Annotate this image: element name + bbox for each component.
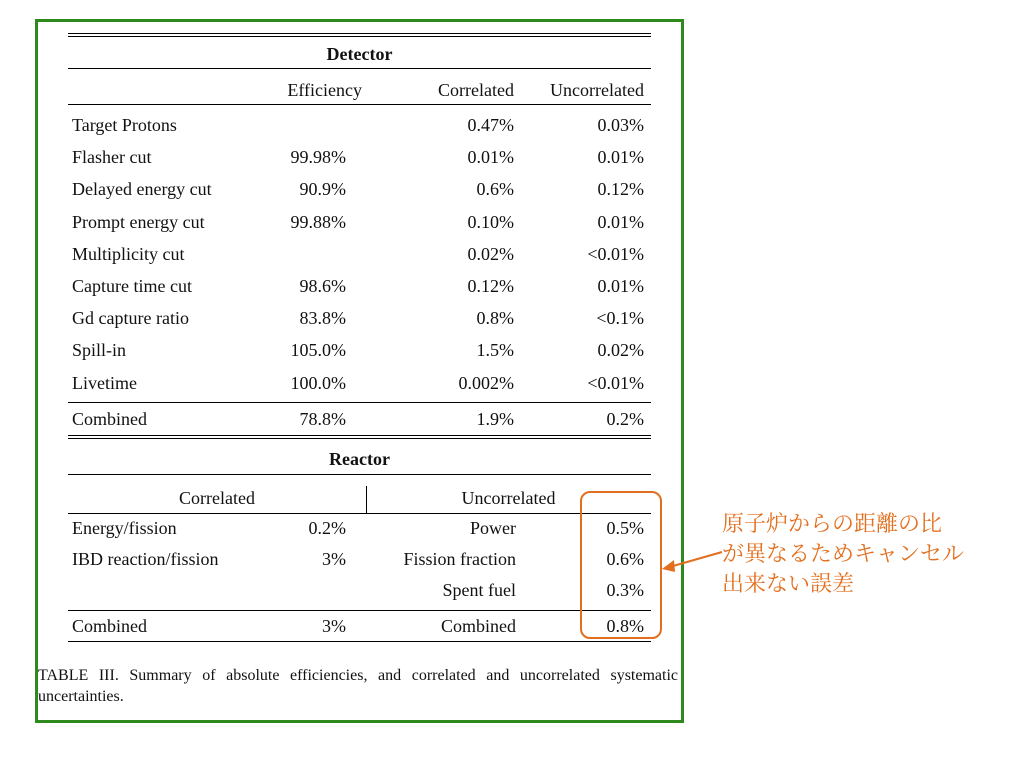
annotation-line-2: が異なるためキャンセル <box>722 542 965 567</box>
detector-row-corr: 0.10% <box>467 211 514 232</box>
detector-title: Detector <box>326 44 393 64</box>
reactor-row-u-label: Power <box>470 518 516 538</box>
reactor-row-u-label: Fission fraction <box>403 549 516 569</box>
col-correlated: Correlated <box>438 80 514 100</box>
detector-row-label: Flasher cut <box>72 147 152 168</box>
col-uncorrelated: Uncorrelated <box>550 80 644 100</box>
detector-row-corr: 0.01% <box>467 147 514 168</box>
detector-row-corr: 0.8% <box>476 308 514 329</box>
detector-row-label: Delayed energy cut <box>72 179 212 200</box>
detector-combined-rule <box>68 402 651 403</box>
col-efficiency: Efficiency <box>287 80 362 100</box>
detector-row-label: Capture time cut <box>72 276 192 296</box>
detector-combined-corr: 1.9% <box>476 409 514 429</box>
detector-header-rule <box>68 104 651 105</box>
annotation-arrow-icon <box>660 548 724 574</box>
uncorrelated-highlight-box <box>580 491 662 639</box>
detector-row-label: Prompt energy cut <box>72 211 205 232</box>
annotation-line-3: 出来ない誤差 <box>722 572 855 597</box>
detector-row-uncorr: 0.12% <box>597 179 644 200</box>
detector-row-uncorr: <0.1% <box>596 308 644 329</box>
reactor-header-rule <box>68 513 651 514</box>
double-rule-mid-1 <box>68 435 651 436</box>
detector-combined-uncorr: 0.2% <box>606 409 644 429</box>
detector-row-label: Target Protons <box>72 115 177 135</box>
table-caption: TABLE III. Summary of absolute efficiencies, and correlated and uncorrelated systematic uncertainties. <box>38 667 678 705</box>
reactor-row-u-val: 0.6% <box>606 549 644 569</box>
detector-row-uncorr: 0.03% <box>597 115 644 135</box>
detector-row-uncorr: 0.01% <box>597 147 644 168</box>
detector-row-eff: 105.0% <box>290 340 346 361</box>
reactor-row-u-label: Spent fuel <box>442 580 516 600</box>
detector-row-uncorr: <0.01% <box>587 243 644 264</box>
detector-row-eff: 100.0% <box>290 372 346 393</box>
detector-row-eff: 83.8% <box>299 308 346 329</box>
detector-row-label: Multiplicity cut <box>72 243 185 264</box>
detector-row-eff: 98.6% <box>299 276 346 296</box>
detector-row-corr: 1.5% <box>476 340 514 361</box>
reactor-combined-u-val: 0.8% <box>606 616 644 636</box>
detector-row-label: Livetime <box>72 372 137 393</box>
detector-combined-eff: 78.8% <box>299 409 346 429</box>
reactor-row-c-label: Energy/fission <box>72 518 177 538</box>
double-rule-mid-2 <box>68 438 651 439</box>
detector-title-rule <box>68 68 651 69</box>
annotation-line-1: 原子炉からの距離の比 <box>722 512 943 537</box>
reactor-combined-c-label: Combined <box>72 616 147 636</box>
reactor-correlated-header: Correlated <box>179 488 255 508</box>
detector-row-corr: 0.002% <box>458 372 514 393</box>
detector-combined-label: Combined <box>72 409 147 429</box>
detector-row-eff: 90.9% <box>299 179 346 200</box>
double-rule-top-1 <box>68 33 651 34</box>
detector-row-eff: 99.88% <box>290 211 346 232</box>
reactor-row-u-val: 0.5% <box>606 518 644 538</box>
detector-row-uncorr: 0.01% <box>597 211 644 232</box>
reactor-title-rule <box>68 474 651 475</box>
reactor-row-c-label: IBD reaction/fission <box>72 549 219 569</box>
reactor-column-divider <box>366 486 367 514</box>
detector-row-corr: 0.02% <box>467 243 514 264</box>
reactor-row-u-val: 0.3% <box>606 580 644 600</box>
reactor-combined-c-val: 3% <box>322 616 346 636</box>
detector-row-uncorr: 0.02% <box>597 340 644 361</box>
reactor-title: Reactor <box>329 449 390 469</box>
reactor-uncorrelated-header: Uncorrelated <box>461 488 556 508</box>
detector-row-label: Spill-in <box>72 340 127 361</box>
detector-row-uncorr: <0.01% <box>587 372 644 393</box>
detector-row-corr: 0.6% <box>476 179 514 200</box>
reactor-bottom-rule <box>68 641 651 642</box>
reactor-row-c-val: 0.2% <box>308 518 346 538</box>
detector-row-eff: 99.98% <box>290 147 346 168</box>
reactor-row-c-val: 3% <box>322 549 346 569</box>
detector-row-uncorr: 0.01% <box>597 276 644 296</box>
detector-row-corr: 0.12% <box>467 276 514 296</box>
reactor-combined-rule <box>68 610 651 611</box>
reactor-combined-u-label: Combined <box>441 616 516 636</box>
double-rule-top-2 <box>68 36 651 37</box>
detector-row-label: Gd capture ratio <box>72 308 189 329</box>
detector-row-corr: 0.47% <box>467 115 514 135</box>
